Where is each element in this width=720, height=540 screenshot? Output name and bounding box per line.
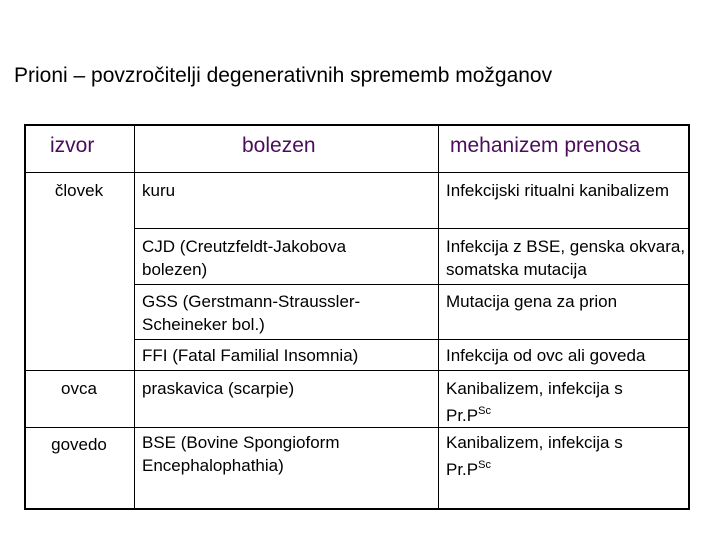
header-divider bbox=[26, 172, 688, 173]
disease-cell: FFI (Fatal Familial Insomnia) bbox=[142, 346, 359, 365]
row-divider bbox=[134, 339, 688, 340]
mechanism-text: Kanibalizem, infekcija s bbox=[446, 379, 623, 398]
header-disease: bolezen bbox=[242, 134, 316, 157]
column-divider bbox=[438, 126, 439, 508]
disease-cell: GSS (Gerstmann-Straussler-Scheineker bol.) bbox=[142, 292, 361, 334]
row-divider bbox=[26, 370, 688, 371]
mechanism-cell: Infekcijski ritualni kanibalizem bbox=[446, 181, 669, 200]
prion-label: Pr.P bbox=[446, 460, 479, 479]
source-sheep: ovca bbox=[61, 379, 97, 398]
row-divider bbox=[134, 228, 688, 229]
source-cattle: govedo bbox=[51, 435, 107, 454]
header-source: izvor bbox=[50, 134, 95, 157]
mechanism-cell bbox=[446, 431, 690, 481]
mechanism-cell: Infekcija z BSE, genska okvara, somatska mutacija bbox=[446, 237, 686, 279]
row-divider bbox=[26, 427, 688, 428]
prion-superscript: Sc bbox=[478, 459, 491, 471]
prion-label: Pr.P bbox=[446, 406, 479, 425]
source-human: človek bbox=[54, 181, 104, 200]
mechanism-cell bbox=[446, 377, 690, 427]
prion-table bbox=[24, 124, 690, 510]
header-mechanism: mehanizem prenosa bbox=[450, 134, 641, 157]
page-title: Prioni – povzročitelji degenerativnih sprememb možganov bbox=[14, 64, 553, 87]
mechanism-text: Kanibalizem, infekcija s bbox=[446, 433, 623, 452]
disease-cell: kuru bbox=[142, 181, 176, 200]
mechanism-cell: Infekcija od ovc ali goveda bbox=[446, 346, 646, 365]
mechanism-cell: Mutacija gena za prion bbox=[446, 292, 618, 311]
prion-superscript: Sc bbox=[478, 405, 491, 417]
disease-cell: praskavica (scarpie) bbox=[142, 379, 295, 398]
column-divider bbox=[134, 126, 135, 508]
disease-cell: CJD (Creutzfeldt-Jakobova bolezen) bbox=[142, 237, 347, 279]
disease-cell: BSE (Bovine Spongioform Encephalophathia) bbox=[142, 433, 340, 475]
row-divider bbox=[134, 284, 688, 285]
